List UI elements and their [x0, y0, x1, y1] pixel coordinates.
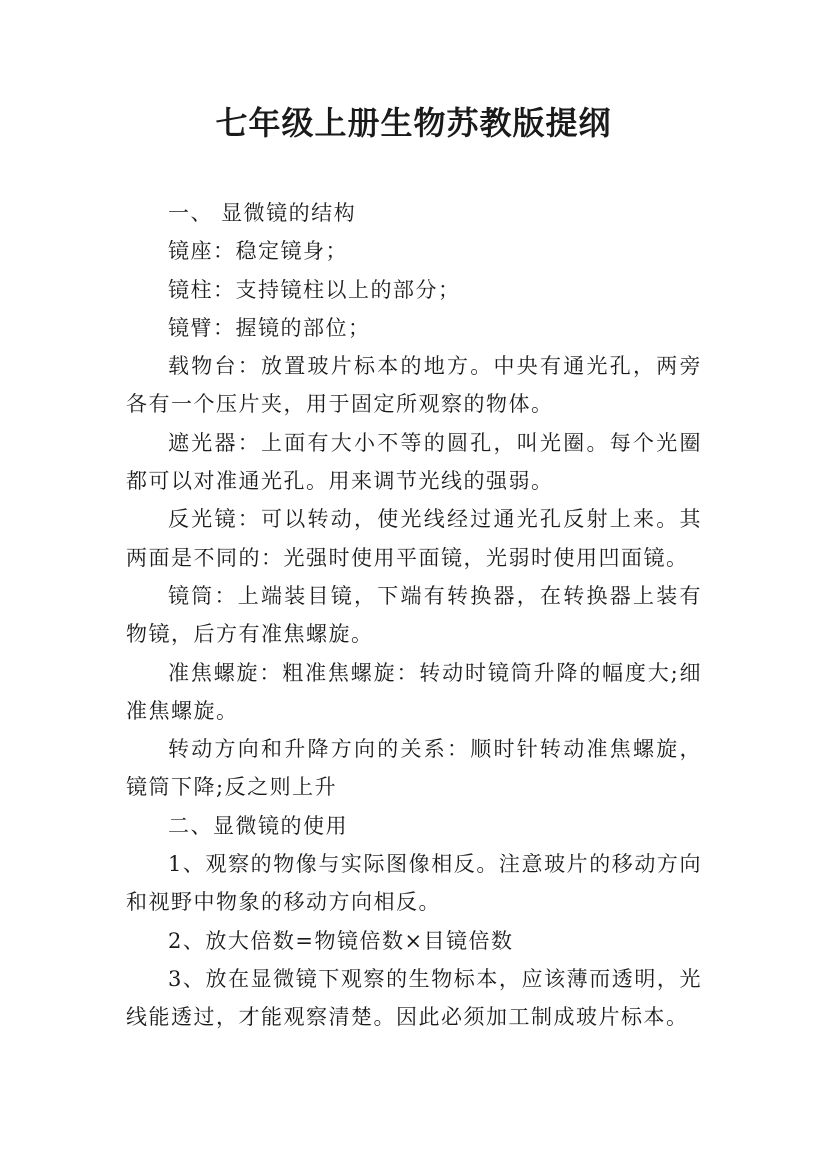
- paragraph: 转动方向和升降方向的关系：顺时针转动准焦螺旋，镜筒下降;反之则上升: [126, 737, 702, 800]
- paragraph: 镜筒：上端装目镜，下端有转换器，在转换器上装有物镜，后方有准焦螺旋。: [126, 583, 702, 647]
- paragraph: 1、观察的物像与实际图像相反。注意玻片的移动方向和视野中物象的移动方向相反。: [126, 852, 702, 915]
- section-heading: 二、显微镜的使用: [168, 813, 348, 838]
- paragraph: 准焦螺旋：粗准焦螺旋：转动时镜筒升降的幅度大;细准焦螺旋。: [126, 660, 702, 723]
- paragraph: 遮光器：上面有大小不等的圆孔，叫光圈。每个光圈都可以对准通光孔。用来调节光线的强弱。: [126, 430, 702, 494]
- document-body: [126, 194, 702, 1037]
- paragraph: 镜柱：支持镜柱以上的部分；: [168, 277, 461, 302]
- paragraph: 载物台：放置玻片标本的地方。中央有通光孔，两旁各有一个压片夹，用于固定所观察的物体。: [126, 354, 702, 417]
- paragraph: 3、放在显微镜下观察的生物标本，应该薄而透明，光线能透过，才能观察清楚。因此必须加工制成玻片标本。: [126, 966, 702, 1030]
- paragraph: 反光镜：可以转动，使光线经过通光孔反射上来。其两面是不同的：光强时使用平面镜，光弱时使用凹面镜。: [126, 507, 702, 570]
- paragraph: 镜座：稳定镜身；: [168, 239, 348, 264]
- document-title: 七年级上册生物苏教版提纲: [215, 104, 612, 142]
- paragraph: 2、放大倍数=物镜倍数×目镜倍数: [168, 928, 514, 953]
- paragraph: 镜臂：握镜的部位；: [168, 315, 371, 340]
- section-heading: 一、 显微镜的结构: [168, 201, 357, 225]
